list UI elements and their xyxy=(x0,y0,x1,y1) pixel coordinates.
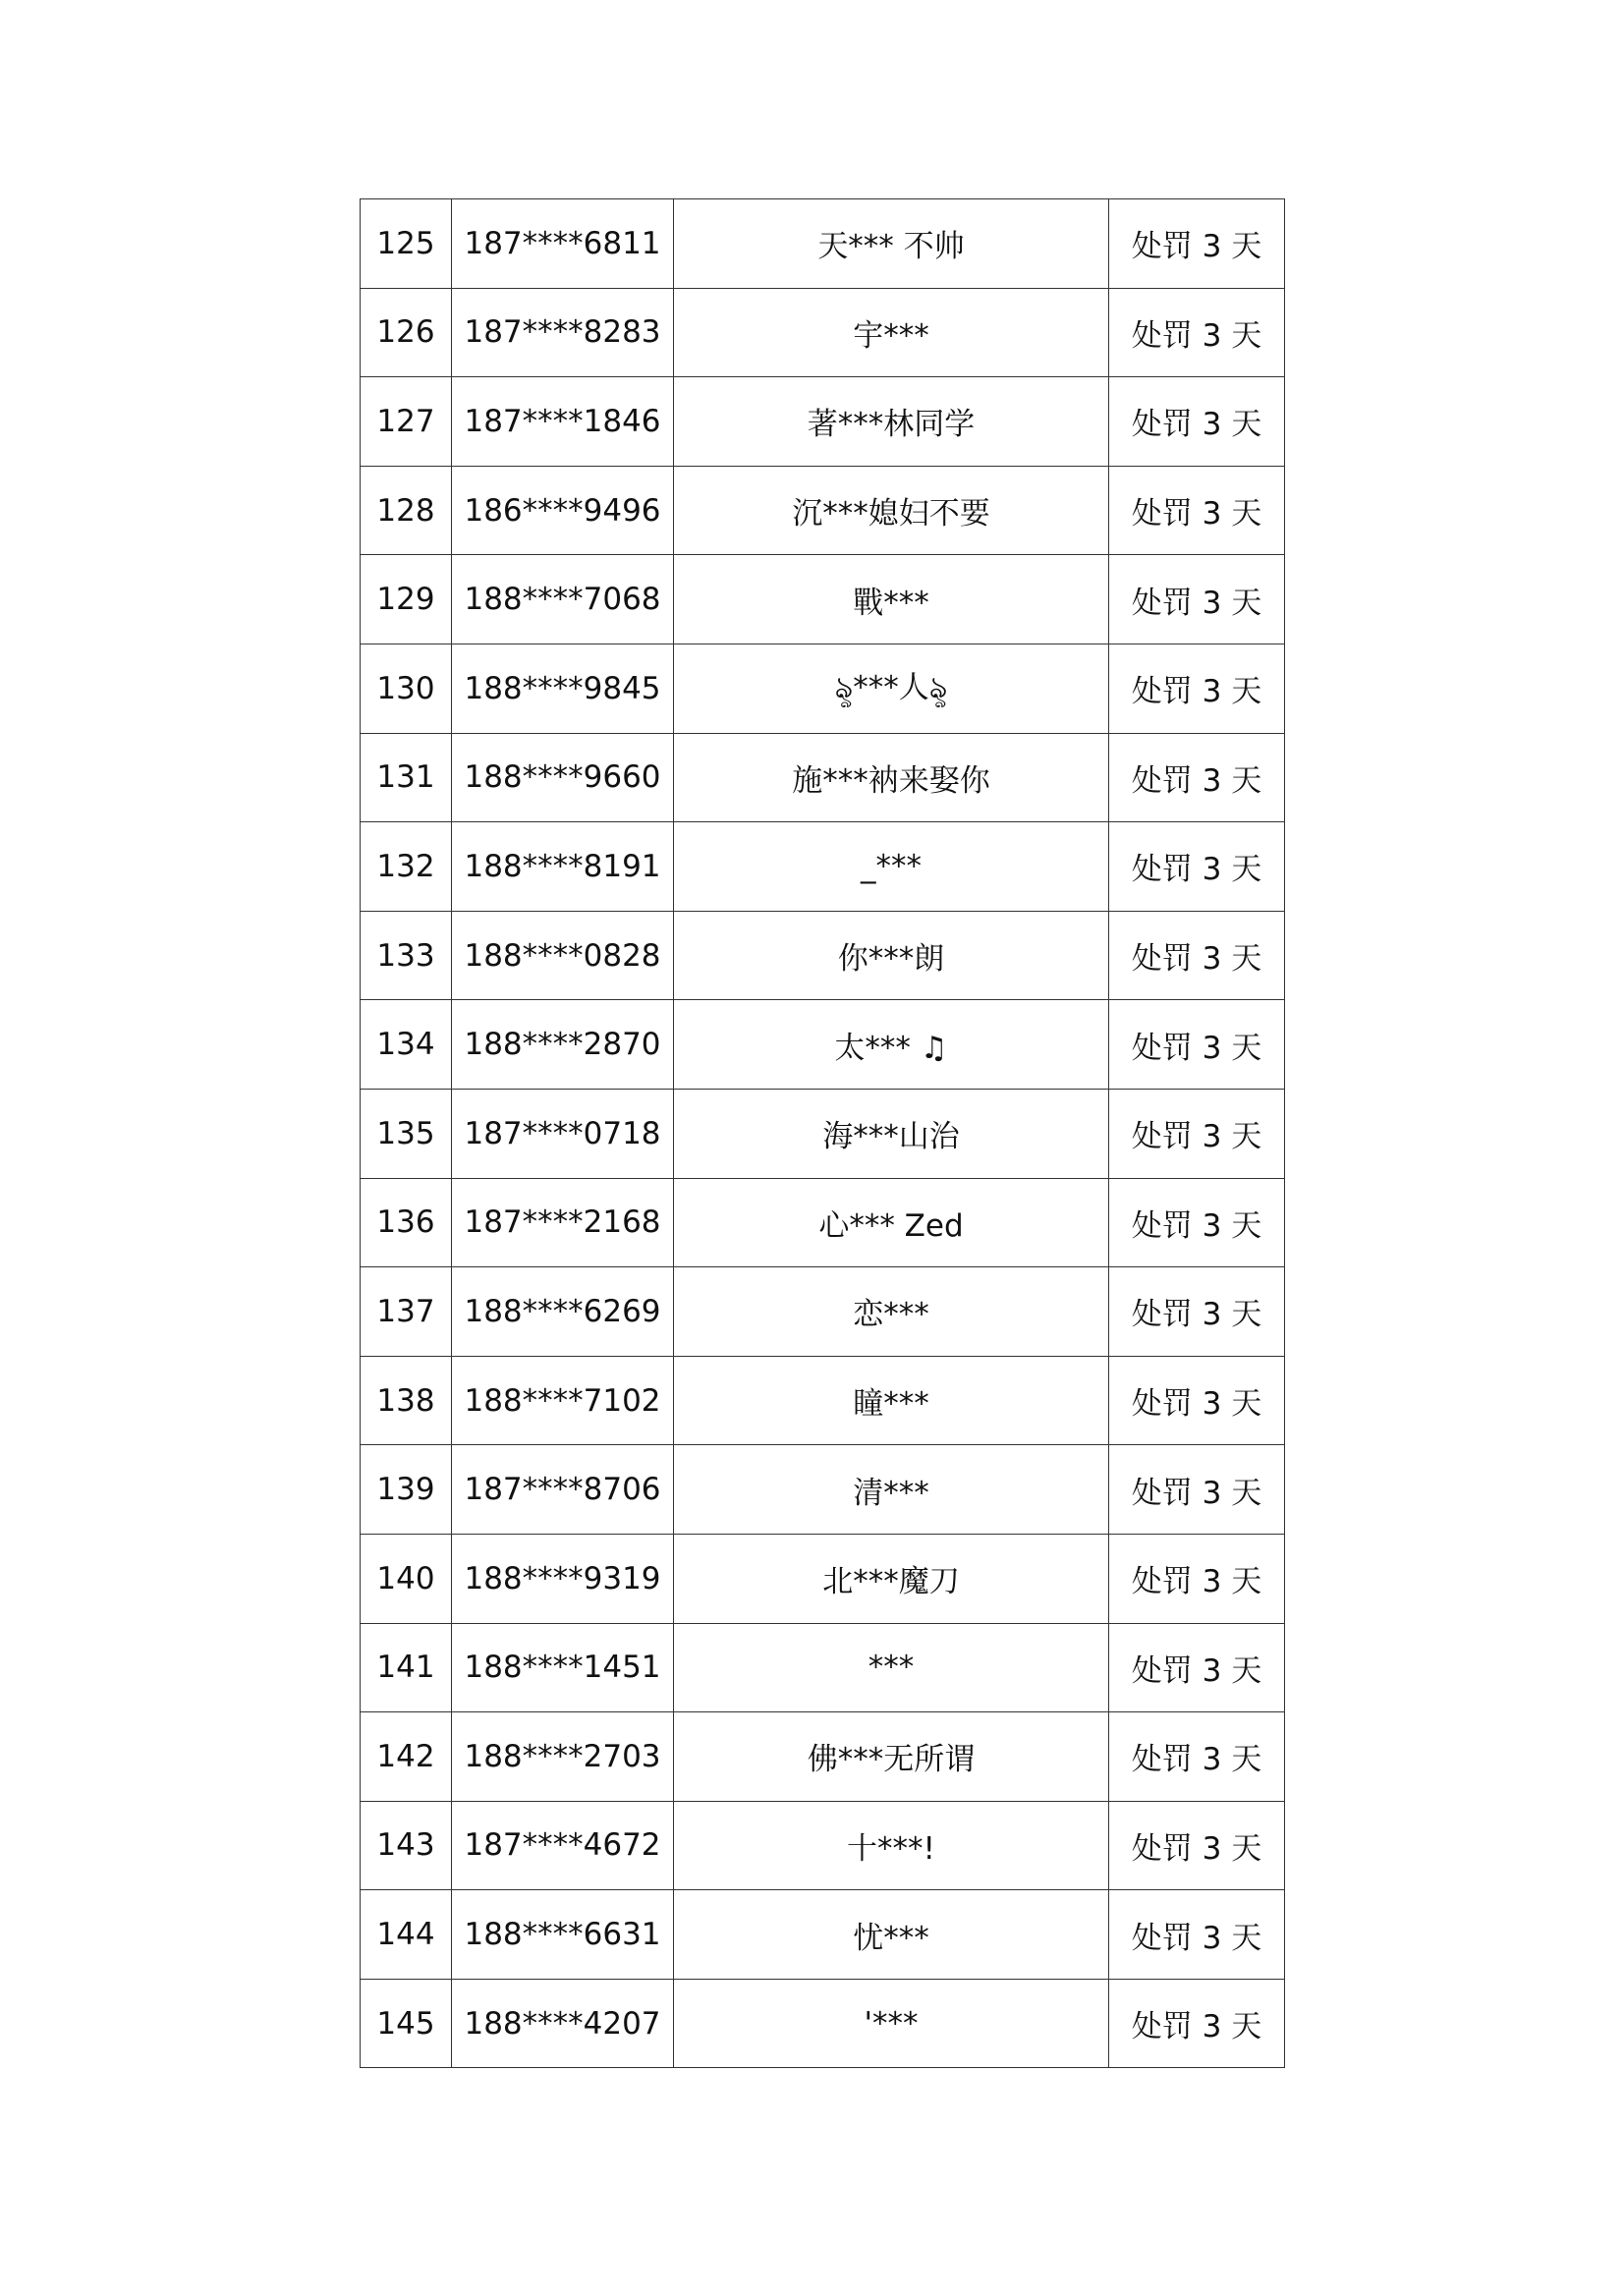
nickname-cell: 著***林同学 xyxy=(674,377,1109,467)
table-row xyxy=(361,466,1285,555)
phone-cell: 188****6631 xyxy=(452,1890,674,1980)
penalty-cell: 处罚 3 天 xyxy=(1109,199,1285,289)
table-row xyxy=(361,1445,1285,1535)
phone-cell: 187****4672 xyxy=(452,1801,674,1890)
table-row xyxy=(361,1089,1285,1178)
row-number-cell: 144 xyxy=(361,1890,452,1980)
phone-cell: 188****9845 xyxy=(452,644,674,733)
penalty-cell: 处罚 3 天 xyxy=(1109,1534,1285,1623)
nickname-cell: 佛***无所谓 xyxy=(674,1712,1109,1802)
table-row xyxy=(361,1979,1285,2068)
row-number-cell: 141 xyxy=(361,1623,452,1712)
row-number-cell: 129 xyxy=(361,555,452,644)
phone-cell: 187****2168 xyxy=(452,1178,674,1267)
nickname-cell: _*** xyxy=(674,822,1109,912)
nickname-cell: 戰*** xyxy=(674,555,1109,644)
nickname-cell: 恋*** xyxy=(674,1267,1109,1357)
penalty-cell: 处罚 3 天 xyxy=(1109,644,1285,733)
phone-cell: 188****1451 xyxy=(452,1623,674,1712)
phone-cell: 187****6811 xyxy=(452,199,674,289)
phone-cell: 188****2870 xyxy=(452,1000,674,1090)
table-row xyxy=(361,377,1285,467)
row-number-cell: 132 xyxy=(361,822,452,912)
row-number-cell: 139 xyxy=(361,1445,452,1535)
nickname-cell: 你***朗 xyxy=(674,911,1109,1000)
phone-cell: 188****9319 xyxy=(452,1534,674,1623)
nickname-cell: 海***山治 xyxy=(674,1089,1109,1178)
penalty-table-body xyxy=(361,199,1285,2068)
nickname-cell: 太*** ♫ xyxy=(674,1000,1109,1090)
phone-cell: 188****9660 xyxy=(452,733,674,822)
row-number-cell: 127 xyxy=(361,377,452,467)
phone-cell: 188****4207 xyxy=(452,1979,674,2068)
row-number-cell: 128 xyxy=(361,466,452,555)
penalty-cell: 处罚 3 天 xyxy=(1109,1000,1285,1090)
penalty-cell: 处罚 3 天 xyxy=(1109,822,1285,912)
nickname-cell: 心*** Zed xyxy=(674,1178,1109,1267)
penalty-table xyxy=(360,198,1285,2068)
table-row xyxy=(361,911,1285,1000)
table-row xyxy=(361,1801,1285,1890)
table-row xyxy=(361,1178,1285,1267)
nickname-cell: 沉***媳妇不要 xyxy=(674,466,1109,555)
phone-cell: 188****0828 xyxy=(452,911,674,1000)
table-row xyxy=(361,1534,1285,1623)
penalty-cell: 处罚 3 天 xyxy=(1109,1979,1285,2068)
table-row xyxy=(361,1712,1285,1802)
row-number-cell: 135 xyxy=(361,1089,452,1178)
penalty-cell: 处罚 3 天 xyxy=(1109,1712,1285,1802)
phone-cell: 187****0718 xyxy=(452,1089,674,1178)
nickname-cell: 瞳*** xyxy=(674,1356,1109,1445)
row-number-cell: 125 xyxy=(361,199,452,289)
table-row xyxy=(361,1267,1285,1357)
row-number-cell: 137 xyxy=(361,1267,452,1357)
table-row xyxy=(361,644,1285,733)
phone-cell: 186****9496 xyxy=(452,466,674,555)
nickname-cell: '*** xyxy=(674,1979,1109,2068)
phone-cell: 188****7102 xyxy=(452,1356,674,1445)
nickname-cell: 北***魔刀 xyxy=(674,1534,1109,1623)
nickname-cell: 施***衲来娶你 xyxy=(674,733,1109,822)
penalty-cell: 处罚 3 天 xyxy=(1109,1178,1285,1267)
row-number-cell: 126 xyxy=(361,288,452,377)
penalty-cell: 处罚 3 天 xyxy=(1109,1445,1285,1535)
table-row xyxy=(361,822,1285,912)
penalty-cell: 处罚 3 天 xyxy=(1109,1801,1285,1890)
penalty-cell: 处罚 3 天 xyxy=(1109,466,1285,555)
penalty-cell: 处罚 3 天 xyxy=(1109,1623,1285,1712)
phone-cell: 188****7068 xyxy=(452,555,674,644)
penalty-cell: 处罚 3 天 xyxy=(1109,1356,1285,1445)
phone-cell: 187****8706 xyxy=(452,1445,674,1535)
penalty-cell: 处罚 3 天 xyxy=(1109,555,1285,644)
table-row xyxy=(361,733,1285,822)
row-number-cell: 145 xyxy=(361,1979,452,2068)
row-number-cell: 140 xyxy=(361,1534,452,1623)
table-row xyxy=(361,1356,1285,1445)
row-number-cell: 143 xyxy=(361,1801,452,1890)
row-number-cell: 134 xyxy=(361,1000,452,1090)
table-row xyxy=(361,1890,1285,1980)
phone-cell: 187****8283 xyxy=(452,288,674,377)
nickname-cell: ৡ***人ৡ xyxy=(674,644,1109,733)
row-number-cell: 136 xyxy=(361,1178,452,1267)
penalty-cell: 处罚 3 天 xyxy=(1109,288,1285,377)
table-row xyxy=(361,1623,1285,1712)
penalty-cell: 处罚 3 天 xyxy=(1109,911,1285,1000)
table-row xyxy=(361,555,1285,644)
phone-cell: 187****1846 xyxy=(452,377,674,467)
nickname-cell: *** xyxy=(674,1623,1109,1712)
row-number-cell: 133 xyxy=(361,911,452,1000)
penalty-cell: 处罚 3 天 xyxy=(1109,377,1285,467)
nickname-cell: 清*** xyxy=(674,1445,1109,1535)
phone-cell: 188****6269 xyxy=(452,1267,674,1357)
table-row xyxy=(361,288,1285,377)
table-row xyxy=(361,1000,1285,1090)
nickname-cell: 天*** 不帅 xyxy=(674,199,1109,289)
penalty-cell: 处罚 3 天 xyxy=(1109,733,1285,822)
table-row xyxy=(361,199,1285,289)
row-number-cell: 138 xyxy=(361,1356,452,1445)
row-number-cell: 130 xyxy=(361,644,452,733)
nickname-cell: 宇*** xyxy=(674,288,1109,377)
nickname-cell: 忧*** xyxy=(674,1890,1109,1980)
phone-cell: 188****2703 xyxy=(452,1712,674,1802)
nickname-cell: 十***! xyxy=(674,1801,1109,1890)
row-number-cell: 142 xyxy=(361,1712,452,1802)
row-number-cell: 131 xyxy=(361,733,452,822)
penalty-cell: 处罚 3 天 xyxy=(1109,1089,1285,1178)
penalty-cell: 处罚 3 天 xyxy=(1109,1890,1285,1980)
phone-cell: 188****8191 xyxy=(452,822,674,912)
penalty-cell: 处罚 3 天 xyxy=(1109,1267,1285,1357)
